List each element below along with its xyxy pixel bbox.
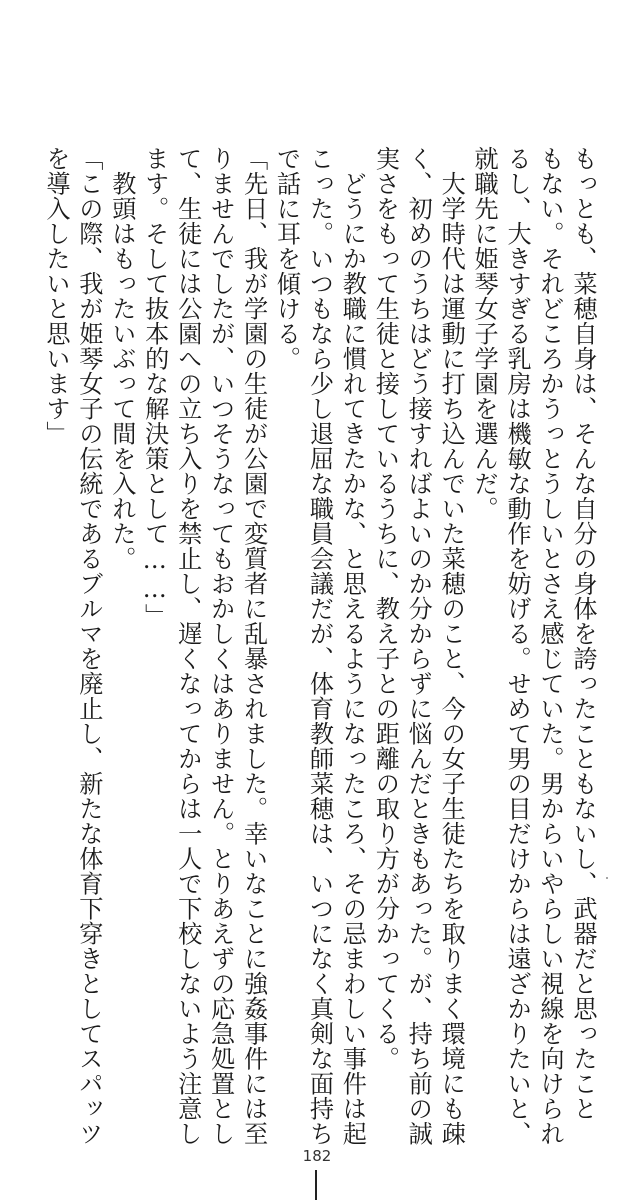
text-column-17: を導入したいと思います」 (41, 146, 70, 446)
text-column-12: りませんでしたが、いつそうなってもおかしくはありません。とりあえずの応急処置とし (206, 146, 235, 1146)
page-number: 182 (302, 1147, 332, 1165)
text-column-13: て、生徒には公園への立ち入りを禁止し、遅くなってからは一人で下校しないよう注意し (173, 146, 202, 1146)
text-column-7: 実さをもって生徒と接しているうちに、教え子との距離の取り方が分かってくる。 (371, 146, 400, 1071)
text-column-15: 教頭はもったいぶって間を入れた。 (107, 146, 136, 571)
text-column-14: ます。そして抜本的な解決策として……」 (140, 146, 169, 629)
text-column-8: どうにか教職に慣れてきたかな、と思えるようになったころ、その忌まわしい事件は起 (338, 146, 367, 1146)
scan-speck (606, 877, 608, 879)
text-column-4: 就職先に姫琴女子学園を選んだ。 (470, 146, 499, 521)
text-column-9: こった。いつもなら少し退屈な職員会議だが、体育教師菜穂は、いつになく真剣な面持ち (305, 146, 334, 1146)
text-column-2: もない。それどころかうっとうしいとさえ感じていた。男からいやらしい視線を向けられ (536, 146, 564, 1146)
vertical-text-block (40, 146, 600, 1156)
text-column-5: 大学時代は運動に打ち込んでいた菜穂のこと、今の女子生徒たちを取りまく環境にも疎 (437, 146, 466, 1146)
text-column-16: 「この際、我が姫琴女子の伝統であるブルマを廃止し、新たな体育下穿きとしてスパッツ (74, 146, 103, 1146)
spine-mark (315, 1170, 317, 1200)
text-column-11: 「先日、我が学園の生徒が公園で変質者に乱暴されました。幸いなことに強姦事件には至 (239, 146, 268, 1146)
text-column-10: で話に耳を傾ける。 (272, 146, 301, 371)
text-column-3: るし、大きすぎる乳房は機敏な動作を妨げる。せめて男の目だけからは遠ざかりたいと、 (503, 146, 532, 1146)
text-column-1: もっとも、菜穂自身は、そんな自分の身体を誇ったこともないし、武器だと思ったこと (568, 146, 597, 1121)
text-column-6: く、初めのうちはどう接すればよいのか分からずに悩んだときもあった。が、持ち前の誠 (404, 146, 433, 1146)
